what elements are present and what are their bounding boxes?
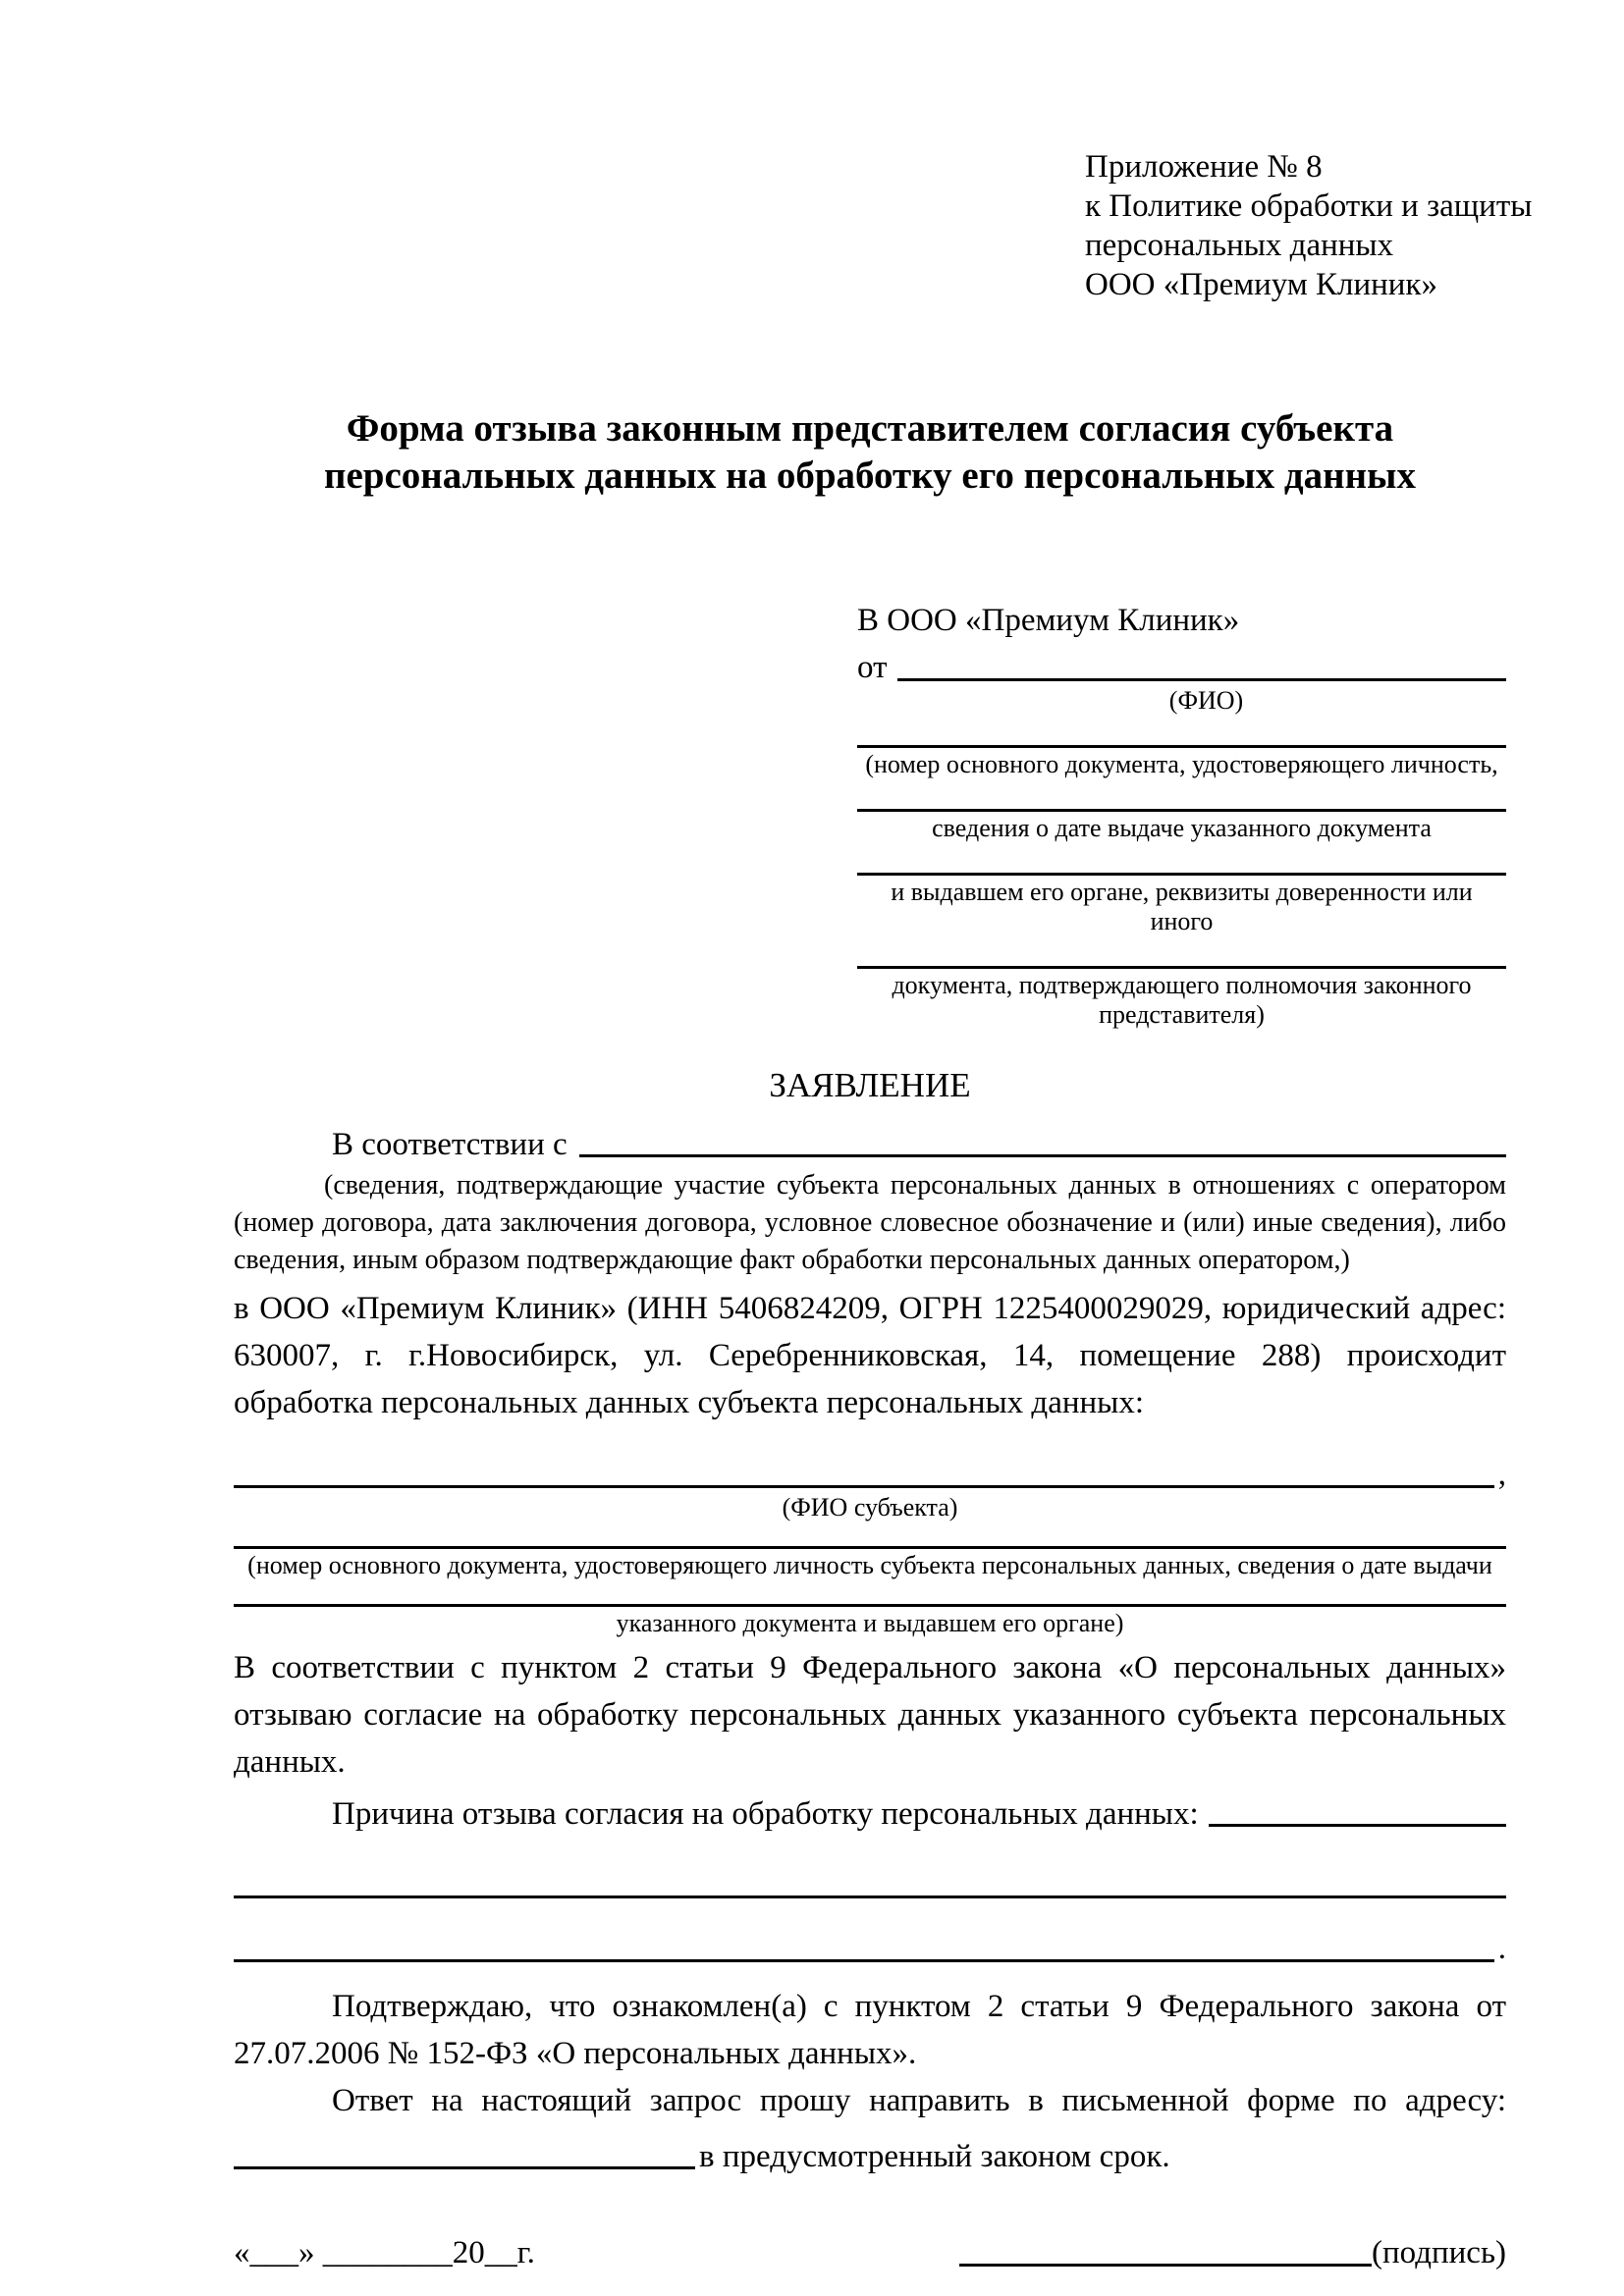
- blank-line: [857, 966, 1506, 969]
- reason-row: [234, 1786, 1506, 1833]
- withdrawal-paragraph: В соответствии с пунктом 2 статьи 9 Федерального закона «О персональных данных» отзываю согласие на обработку персональных данных указанного субъекта персональных данных.: [234, 1650, 1506, 1780]
- intro-blank-line: [579, 1154, 1506, 1157]
- reason-extra-line-2: [234, 1959, 1494, 1962]
- statement-heading: ЗАЯВЛЕНИЕ: [769, 1066, 971, 1104]
- representative-doc-blank-2: [857, 809, 1506, 843]
- reason-label: Причина отзыва согласия на обработку персональных данных:: [332, 1796, 1199, 1832]
- blank-line: [857, 873, 1506, 876]
- representative-doc-blank-3: [857, 873, 1506, 936]
- acknowledgement-paragraph: Подтверждаю, что ознакомлен(а) с пунктом 2 статьи 9 Федерального закона от 27.07.2006 № 152-ФЗ «О персональных данных».: [234, 1989, 1506, 2071]
- reason-trailing-period: .: [1497, 1931, 1506, 1966]
- document-title: Форма отзыва законным представителем согласия субъекта персональных данных на обработку его персональных данных: [323, 407, 1417, 497]
- subject-fio-caption: (ФИО субъекта): [782, 1493, 958, 1522]
- representative-doc-blank-1: [857, 745, 1506, 779]
- reply-blank-line: [234, 2166, 695, 2169]
- appendix-block: [1085, 147, 1533, 304]
- addressee-block: [857, 598, 1506, 1030]
- subject-doc-caption: указанного документа и выдавшем его органе): [616, 1609, 1124, 1637]
- subject-doc-caption: (номер основного документа, удостоверяющего личность субъекта персональных данных, сведения о дате выдачи: [247, 1551, 1492, 1579]
- subject-doc-line: [234, 1604, 1506, 1607]
- subject-fio-trailing-comma: ,: [1497, 1457, 1506, 1492]
- blank-caption: сведения о дате выдаче указанного документа: [932, 814, 1432, 842]
- signature-line: [959, 2264, 1372, 2267]
- from-blank-line: [897, 678, 1507, 681]
- blank-caption: документа, подтверждающего полномочия законного представителя): [892, 971, 1472, 1029]
- blank-caption: (номер основного документа, удостоверяющего личность,: [865, 750, 1498, 778]
- reply-address-row: [234, 2124, 1506, 2175]
- blank-caption: и выдавшем его органе, реквизиты доверенности или иного: [891, 878, 1473, 935]
- signature-group: [959, 2235, 1506, 2271]
- appendix-line: ООО «Премиум Клиник»: [1085, 267, 1437, 302]
- subject-doc-blank-2: [234, 1604, 1506, 1638]
- date-line: «___» ________20__г.: [234, 2235, 535, 2270]
- footer-row: [234, 2226, 1506, 2271]
- intro-prefix: В соответствии с: [332, 1127, 568, 1162]
- operator-paragraph: в ООО «Премиум Клиник» (ИНН 5406824209, ОГРН 1225400029029, юридический адрес: 630007, г. г.Новосибирск, ул. Серебренниковская, 14, помещение 288) происходит обработка персональных данных субъекта персональных данных:: [234, 1291, 1506, 1420]
- subject-doc-blank-1: [234, 1546, 1506, 1580]
- appendix-line: к Политике обработки и защиты: [1085, 188, 1533, 224]
- reason-extra-row: [234, 1928, 1506, 1967]
- from-label: от: [857, 650, 888, 685]
- blank-line: [857, 809, 1506, 812]
- reply-paragraph: Ответ на настоящий запрос прошу направить в письменной форме по адресу:: [332, 2083, 1506, 2118]
- subject-doc-line: [234, 1546, 1506, 1549]
- addressee-from-row: [857, 643, 1506, 686]
- reason-blank-line: [1209, 1824, 1506, 1827]
- blank-line: [857, 745, 1506, 748]
- subject-fio-blank-line: [234, 1485, 1494, 1488]
- representative-doc-blank-4: [857, 966, 1506, 1030]
- subject-fio-row: [234, 1452, 1506, 1493]
- reason-extra-line-1: [234, 1896, 1506, 1898]
- intro-caption: (сведения, подтверждающие участие субъекта персональных данных в отношениях с оператором (номер договора, дата заключения договора, условное словесное обозначение и (или) иные сведения), либо сведения, иным образом подтверждающие факт обработки персональных данных оператором,): [234, 1170, 1506, 1275]
- reply-suffix: в предусмотренный законом срок.: [699, 2139, 1170, 2174]
- appendix-line: персональных данных: [1085, 228, 1394, 263]
- appendix-line: Приложение № 8: [1085, 149, 1323, 185]
- intro-row: [234, 1116, 1506, 1163]
- signature-caption: (подпись): [1372, 2235, 1506, 2270]
- addressee-to: В ООО «Премиум Клиник»: [857, 603, 1240, 638]
- fio-caption: (ФИО): [1168, 686, 1244, 715]
